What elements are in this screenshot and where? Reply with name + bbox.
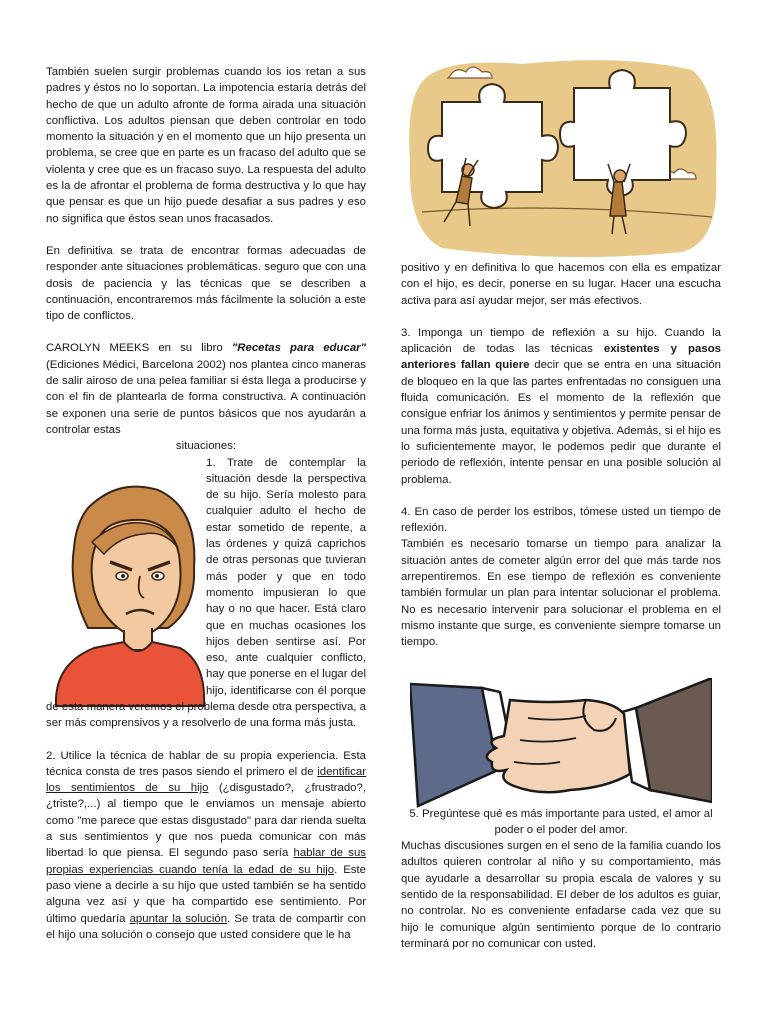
meeks-text-c: situaciones: [175, 440, 237, 453]
paragraph-point-5: Muchas discusiones surgen en el seno de la familia cuando los adultos quieren controlar al niño y su comportamiento, más que ayudarle a desarrollar su propia escala de valores y su sentido de la responsabilidad. El deber de los adultos es guiar, no controlar. No es conveniente enfadarse cada vez que su hijo le comunique algún sentimiento porque de lo contrario terminará por no comunicar con usted. [401, 840, 721, 950]
point-2-text-b: (¿disgustado?, ¿frustrado?, ¿triste?,...) al tiempo que le enviamos un mensaje abierto como "me parece que estas disgustado" para dar rienda suelta a sus sentimientos y que nos pueda comunicar con más libertad lo que piensa. El segundo paso sería [46, 782, 366, 860]
point-3-bold: existentes y pasos anteriores fallan quiere [401, 343, 721, 372]
point-2-underline-3: apuntar la solución [129, 912, 228, 925]
paragraph-point-4-heading: 4. En caso de perder los estribos, tómese usted un tiempo de reflexión. [401, 505, 721, 535]
paragraph-point-1: 1. Trate de contemplar la situación desde la perspectiva de su hijo. Sería molesto para cualquier adulto el hecho de estar sometido de repente, a las órdenes y quizá caprichos de otras personas que tuvieran más poder y que en todo momento impusieran lo que hay o no que hacer. Está claro que en muchas ocasiones los hijos deben sentirse así. Por eso, ante cualquier conflicto, hay que ponerse en el lugar del hijo, identificarse con él porque de esta manera veremos el problema desde otra perspectiva, a ser más comprensivos y a resolverlo de una forma más justa. [46, 456, 366, 730]
paragraph-meeks [46, 340, 366, 438]
meeks-text-b: (Ediciones Médici, Barcelona 2002) nos plantea cinco maneras de salir airoso de una pelea familiar si ésta llega a producirse y con el fin de plantearla de forma constructiva. A continuación se exponen una serie de puntos básicos que nos ayudarán a controlar estas [46, 358, 366, 436]
point-2-text-d: . Se trata de compartir con el hijo una solución o consejo que usted considere que le ha [46, 912, 367, 941]
paragraph-point-4: También es necesario tomarse un tiempo para analizar la situación antes de cometer algún error del que más tarde nos arrepentiremos. En ese tiempo de reflexión es conveniente también formular un plan para intentar solucionar el problema. No es necesario intervenir para solucionar el problema en el mismo instante que surge, es conveniente siempre tomarse un tiempo. [401, 538, 721, 649]
point-2-underline-1: identificar los sentimientos de su hijo [46, 765, 366, 795]
paragraph-intro: También suelen surgir problemas cuando los ios retan a sus padres y éstos no lo soportan. La impotencia estaría detrás del hecho de que un adulto afronte de forma airada una situación conflictiva. Los adultos piensan que deben controlar en todo momento la situación y en el momento que un hijo presenta un problema, se cree que en parte es un fracaso del adulto que se violenta y cree que es un fracaso suyo. La respuesta del adulto es la de afrontar el problema de forma destructiva y lo que hay que pensar es que un hijo puede desafiar a sus padres y eso no significa que éstos sean unos fracasados. [46, 66, 366, 225]
angry-woman-float [42, 455, 202, 690]
right-column [401, 260, 721, 952]
paragraph-point-5-heading: 5. Pregúntese qué es más importante para usted, el amor al poder o el poder del amor. [409, 807, 713, 836]
paragraph-positivo: positivo y en definitiva lo que hacemos con ella es empatizar con el hijo, es decir, ponerse en su lugar. Hacer una escucha activa para así ayudar mejor, ser más efectivos. [401, 262, 721, 307]
point-3-text-b: decir que se entra en una situación de bloqueo en la que las partes enfrentadas no consiguen una fluida comunicación. Es el momento de la reflexión que consigue enfriar los ánimos y sentimientos y permite pensar de una forma más justa, equitativa y objetiva. Además, si el hijo es lo suficientemente mayor, le podemos pedir que durante el periodo de reflexión, intente pensar en una posible solución al problema. [401, 359, 721, 486]
paragraph-point-2 [46, 748, 366, 944]
paragraph-definitiva: En definitiva se trata de encontrar formas adecuadas de responder ante situaciones problemáticas. seguro que con una dosis de paciencia y las técnicas que se describen a continuación, encontraremos más fácilmente la solución a este tipo de conflictos. [46, 244, 366, 323]
point-2-text-a: 2. Utilice la técnica de hablar de su propia experiencia. Esta técnica consta de tres pasos siendo el primero el de [46, 749, 366, 778]
point-2-text-c: . Este paso viene a decirle a su hijo que usted también se ha sentido alguna vez así y que ha compartido ese sentimiento. Por último quedaría [46, 863, 366, 925]
point-2-underline-2: hablar de sus propias experiencias cuando tenía la edad de su hijo [46, 847, 366, 876]
book-title: "Recetas para educar" [231, 342, 366, 355]
point-3-text-a: 3. Imponga un tiempo de reflexión a su hijo. Cuando la aplicación de todas las técnicas [401, 326, 721, 356]
paragraph-point-3 [401, 325, 721, 488]
meeks-text-a: CAROLYN MEEKS en su libro [46, 342, 232, 355]
handshake-spacer [401, 651, 721, 806]
puzzle-people-illustration [402, 52, 724, 264]
left-column [46, 64, 366, 943]
